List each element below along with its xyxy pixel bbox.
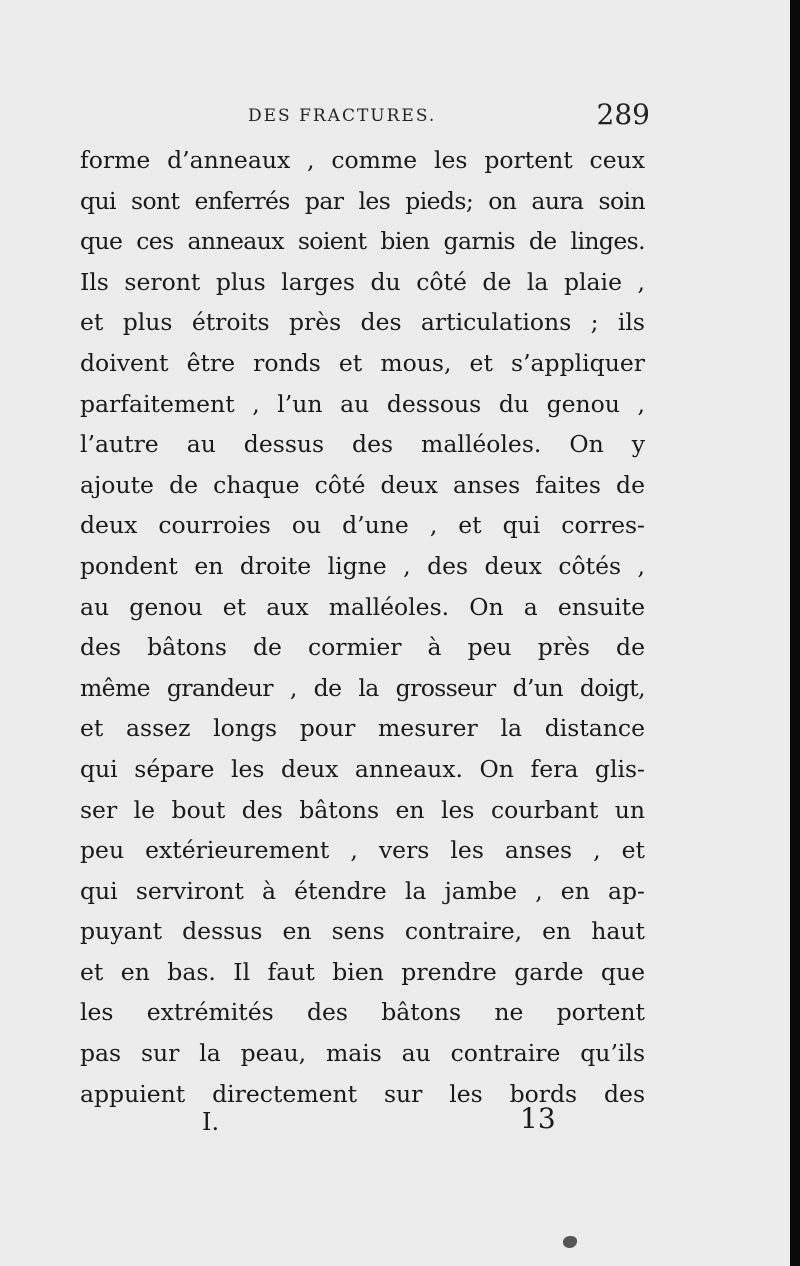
text-line: qui sépare les deux anneaux. On fera glis- (80, 754, 645, 783)
text-line: l’autre au dessus des malléoles. On y (80, 430, 645, 459)
text-line: qui sont enferrés par les pieds; on aura soin (80, 186, 645, 215)
text-line: et en bas. Il faut bien prendre garde que (80, 957, 645, 986)
signature-mark: 13 (520, 1102, 556, 1135)
text-line: deux courroies ou d’une , et qui corres- (80, 511, 645, 540)
text-line: Ils seront plus larges du côté de la plaie , (80, 267, 645, 296)
scan-edge (790, 0, 800, 1266)
text-line: ser le bout des bâtons en les courbant un (80, 795, 645, 824)
text-line: peu extérieurement , vers les anses , et (80, 836, 645, 865)
text-line: des bâtons de cormier à peu près de (80, 633, 645, 662)
text-line: pas sur la peau, mais au contraire qu’ils (80, 1039, 645, 1068)
ink-blot (563, 1236, 577, 1248)
volume-mark: I. (202, 1108, 220, 1136)
text-line: les extrémités des bâtons ne portent (80, 998, 645, 1027)
chapter-heading: DES FRACTURES. (248, 106, 437, 126)
text-line: et assez longs pour mesurer la distance (80, 714, 645, 743)
text-line: et plus étroits près des articulations ; ils (80, 308, 645, 337)
page-number: 289 (596, 98, 650, 131)
text-line: même grandeur , de la grosseur d’un doigt, (80, 673, 645, 702)
text-line: pondent en droite ligne , des deux côtés , (80, 551, 645, 580)
text-line: au genou et aux malléoles. On a ensuite (80, 592, 645, 621)
text-line: qui serviront à étendre la jambe , en ap- (80, 876, 645, 905)
body-text (80, 140, 645, 1114)
text-line: que ces anneaux soient bien garnis de linges. (80, 227, 645, 256)
running-head (80, 100, 650, 134)
text-line: forme d’anneaux , comme les portent ceux (80, 146, 645, 174)
page-footer (80, 1102, 645, 1142)
text-line: doivent être ronds et mous, et s’appliquer (80, 348, 645, 377)
text-line: ajoute de chaque côté deux anses faites de (80, 470, 645, 499)
text-line: puyant dessus en sens contraire, en haut (80, 917, 645, 946)
text-line: parfaitement , l’un au dessous du genou , (80, 389, 645, 418)
text-line: appuient directement sur les bords des (80, 1079, 645, 1108)
